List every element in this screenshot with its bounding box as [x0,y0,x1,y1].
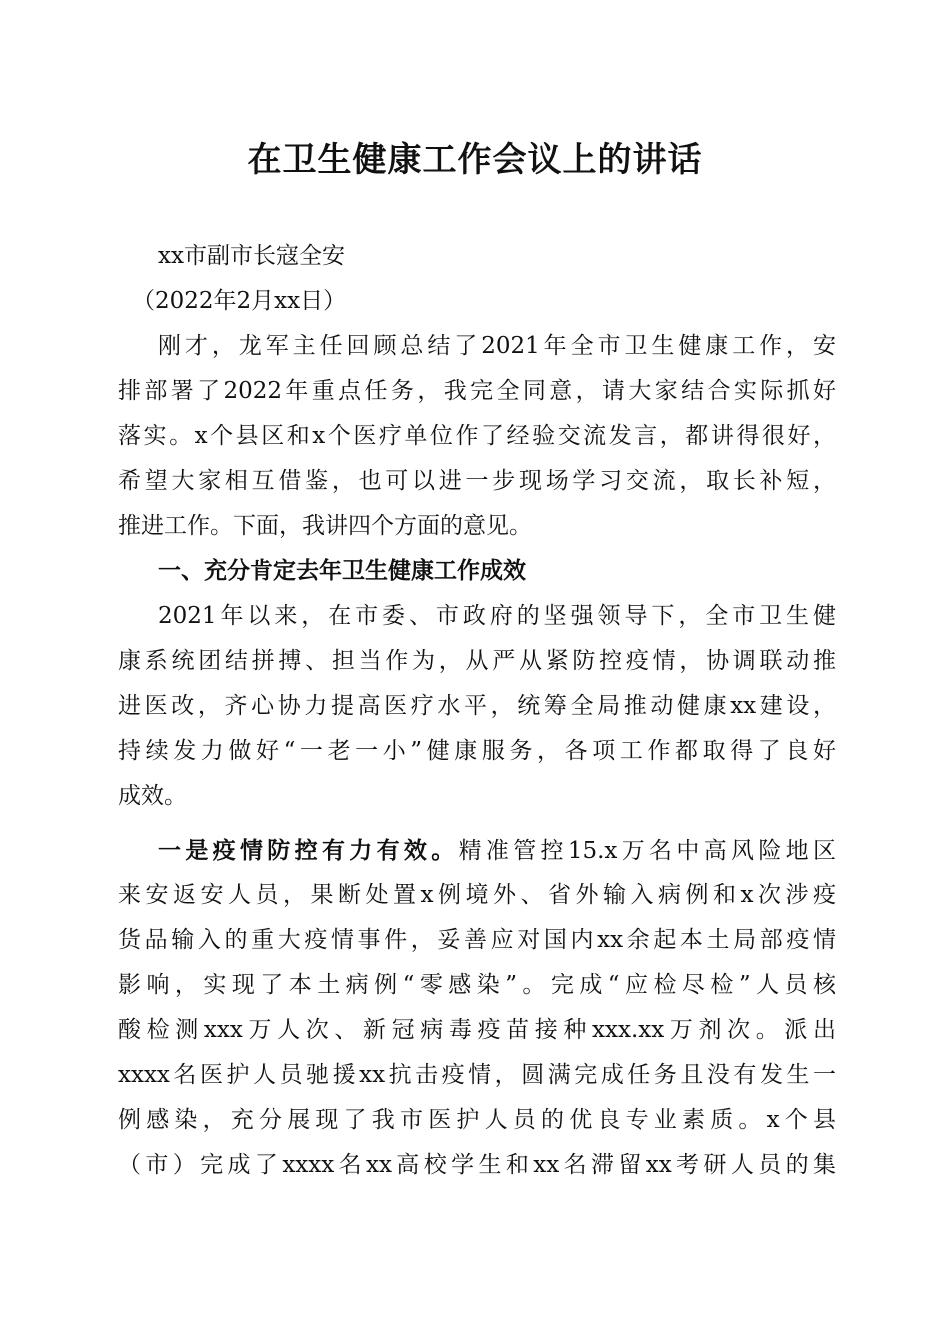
paragraph-line: 持续发力做好“一老一小”健康服务，各项工作都取得了良好 [118,738,836,764]
paragraph-line: 进医改，齐心协力提高医疗水平，统筹全局推动健康xx建设， [118,693,836,719]
paragraph-line: 推进工作。下面，我讲四个方面的意见。 [118,513,532,539]
paragraph-line: 来安返安人员，果断处置x例境外、省外输入病例和x次涉疫 [118,882,836,908]
paragraph-line: 例感染，充分展现了我市医护人员的优良专业素质。x个县 [118,1107,836,1133]
document-title: 在卫生健康工作会议上的讲话 [247,140,703,180]
paragraph-achievements [118,594,836,819]
paragraph-line [118,828,836,873]
paragraph-line: （市）完成了xxxx名xx高校学生和xx名滞留xx考研人员的集 [118,1152,836,1178]
section-heading: 一、充分肯定去年卫生健康工作成效 [158,558,526,584]
paragraph-text: 精准管控15.x万名中高风险地区 [458,838,836,864]
paragraph-lead: 一是疫情防控有力有效。 [158,837,459,864]
paragraph-line: 影响，实现了本土病例“零感染”。完成“应检尽检”人员核 [118,972,836,998]
paragraph-line: 刚才，龙军主任回顾总结了2021年全市卫生健康工作，安 [158,333,836,359]
paragraph-line: 落实。x个县区和x个医疗单位作了经验交流发言，都讲得很好， [118,423,836,449]
document-body [118,234,836,1188]
paragraph-line: xxxx名医护人员驰援xx抗击疫情，圆满完成任务且没有发生一 [118,1062,836,1088]
paragraph-epidemic [118,828,836,1188]
speaker-line: xx市副市长寇全安 [158,243,345,269]
paragraph-line: 货品输入的重大疫情事件，妥善应对国内xx余起本土局部疫情 [118,927,836,953]
paragraph-line: 2021年以来，在市委、市政府的坚强领导下，全市卫生健 [158,603,836,629]
paragraph-intro [118,324,836,549]
paragraph-line: 康系统团结拼搏、担当作为，从严从紧防控疫情，协调联动推 [118,648,836,674]
paragraph-line: 希望大家相互借鉴，也可以进一步现场学习交流，取长补短， [118,468,836,494]
date-line: （2022年2月xx日） [132,288,347,314]
paragraph-line: 成效。 [118,783,187,809]
paragraph-line: 酸检测xxx万人次、新冠病毒疫苗接种xxx.xx万剂次。派出 [118,1017,836,1043]
paragraph-line: 排部署了2022年重点任务，我完全同意，请大家结合实际抓好 [118,378,836,404]
